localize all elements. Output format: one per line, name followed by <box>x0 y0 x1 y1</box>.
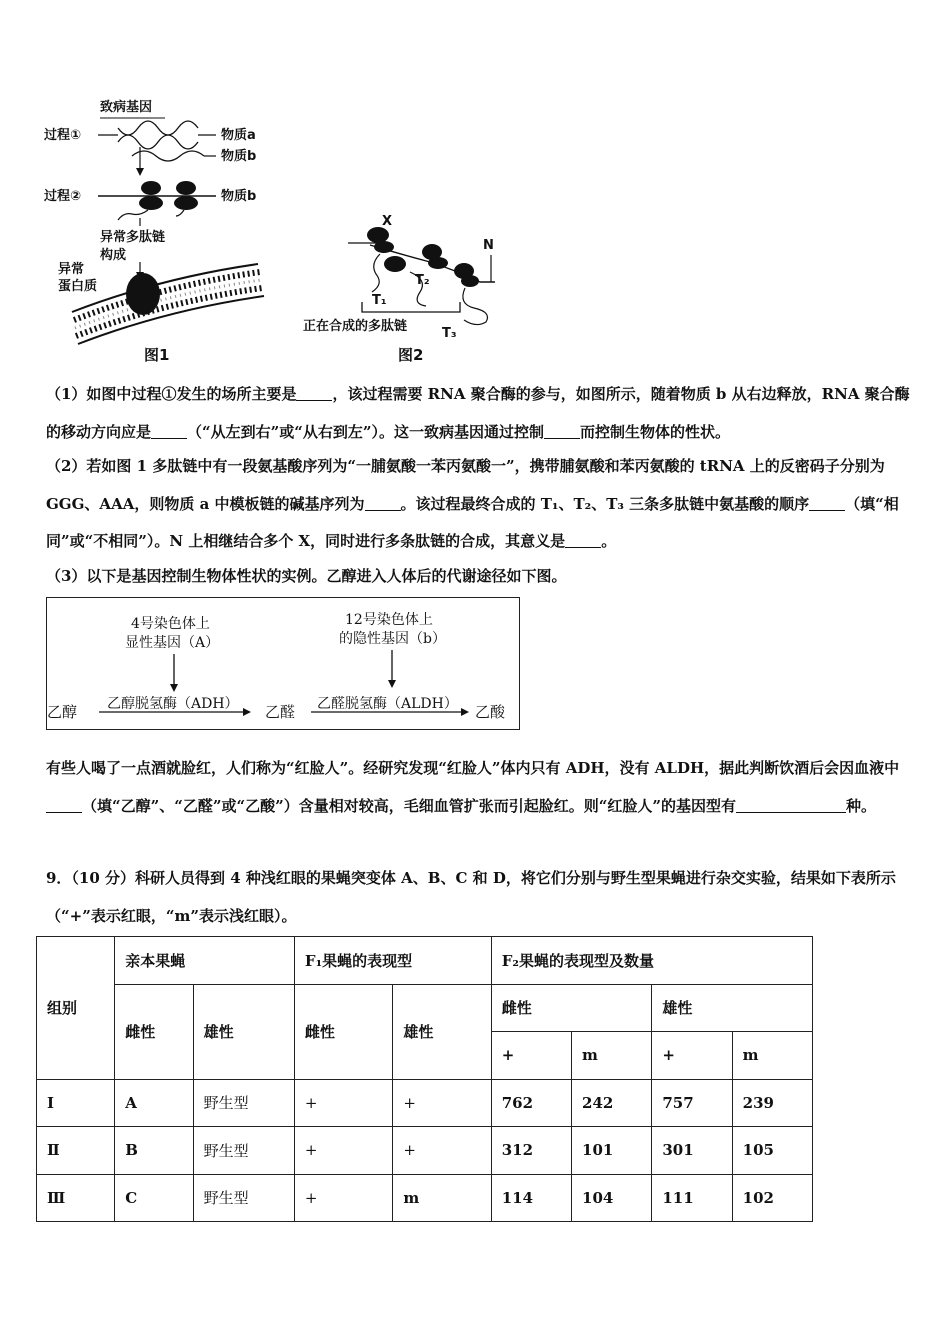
q9-text: 9．（10 分）科研人员得到 4 种浅红眼的果蝇突变体 A、B、C 和 D，将它们分别与野生型果蝇进行杂交实验，结果如下表所示（“+”表示红眼，“m”表示浅红眼）。 <box>46 869 896 925</box>
q1-text-4: 而控制生物体的性状。 <box>580 422 731 441</box>
figures-1-2 <box>40 92 510 372</box>
substance-b-label: 物质b <box>221 149 257 164</box>
ribosome-x <box>367 227 389 243</box>
q1-blank-1[interactable] <box>296 384 332 401</box>
question-2 <box>46 448 921 561</box>
label-t3: T₃ <box>442 326 457 341</box>
q2-text-2: 。该过程最终合成的 T₁、T₂、T₃ 三条多肽链中氨基酸的顺序 <box>400 494 810 513</box>
question-3-intro <box>46 558 921 596</box>
header-f2-female-m: m <box>572 1032 652 1080</box>
header-f1-female: 雌性 <box>294 984 392 1079</box>
cell-f2-male-m: 102 <box>732 1174 812 1222</box>
header-f2-female-plus: + <box>491 1032 571 1080</box>
label-t2: T₂ <box>415 273 430 288</box>
cell-female: C <box>115 1174 193 1222</box>
substance-b2-label: 物质b <box>221 189 257 204</box>
cell-male: 野生型 <box>193 1127 294 1175</box>
cell-f2-female-m: 101 <box>572 1127 652 1175</box>
cell-female: A <box>115 1079 193 1127</box>
gene-label: 致病基因 <box>100 100 153 115</box>
figure-2-caption: 图2 <box>398 346 424 364</box>
figure-1-caption: 图1 <box>144 346 170 364</box>
q1-blank-2[interactable] <box>151 422 187 439</box>
label-t1: T₁ <box>372 293 387 308</box>
q3-intro-text: （3）以下是基因控制生物体性状的实例。乙醇进入人体后的代谢途径如下图。 <box>46 567 567 585</box>
header-f2-male-plus: + <box>652 1032 732 1080</box>
cell-f2-female-plus: 762 <box>491 1079 571 1127</box>
label-n: N <box>483 238 494 253</box>
ethanol-pathway-diagram <box>46 597 520 730</box>
table-row <box>37 1079 813 1127</box>
cell-f2-female-m: 104 <box>572 1174 652 1222</box>
q1-text-1: （1）如图中过程①发生的场所主要是 <box>46 385 297 403</box>
cell-male: 野生型 <box>193 1174 294 1222</box>
header-f2: F₂果蝇的表现型及数量 <box>491 937 812 985</box>
abnormal-protein-shape <box>126 273 160 315</box>
header-f2-female: 雌性 <box>491 984 652 1032</box>
q2-blank-2[interactable] <box>809 494 845 511</box>
figure-2 <box>303 214 495 364</box>
q3-blank-2[interactable] <box>736 796 846 813</box>
cell-f1-female: + <box>294 1127 392 1175</box>
cell-f1-male: + <box>393 1127 491 1175</box>
header-f2-male-m: m <box>732 1032 812 1080</box>
abnormal-protein-label-2: 蛋白质 <box>58 279 98 294</box>
adh-label: 乙醇脱氢酶（ADH） <box>107 696 239 712</box>
header-parent-male: 雄性 <box>193 984 294 1079</box>
cell-male: 野生型 <box>193 1079 294 1127</box>
cell-f1-male: + <box>393 1079 491 1127</box>
cell-group: Ⅰ <box>37 1079 115 1127</box>
q3-text-3: 种。 <box>846 796 877 815</box>
ribosome-2 <box>176 181 196 195</box>
cell-group: Ⅱ <box>37 1127 115 1175</box>
cell-f2-male-plus: 757 <box>652 1079 732 1127</box>
cell-group: Ⅲ <box>37 1174 115 1222</box>
chain-label: 正在合成的多肽链 <box>303 319 408 334</box>
abnormal-protein-label: 异常 <box>58 262 85 277</box>
header-f2-male: 雄性 <box>652 984 813 1032</box>
q1-blank-3[interactable] <box>544 422 580 439</box>
cell-f2-male-m: 239 <box>732 1079 812 1127</box>
gene-b-line-1: 12号染色体上 <box>345 612 433 628</box>
ethanol-label: 乙醇 <box>47 703 78 721</box>
cell-female: B <box>115 1127 193 1175</box>
q2-blank-3[interactable] <box>565 531 601 548</box>
q1-text-2: ，该过程需要 RNA 聚合酶的参与，如图所示，随着物质 b 从右边释放，RNA 聚合酶的移动方向应是 <box>46 385 910 441</box>
cell-f2-male-m: 105 <box>732 1127 812 1175</box>
acetaldehyde-label: 乙醛 <box>265 703 296 721</box>
q2-text-1: （2）若如图 1 多肽链中有一段氨基酸序列为“一脯氨酸一苯丙氨酸一”，携带脯氨酸和苯丙氨酸的 tRNA 上的反密码子分别为 GGG、AAA，则物质 a 中模板链的碱基序列为 <box>46 457 885 513</box>
cell-f2-female-m: 242 <box>572 1079 652 1127</box>
process1-label: 过程① <box>44 128 82 143</box>
header-f1-male: 雄性 <box>393 984 491 1079</box>
header-group: 组别 <box>37 937 115 1080</box>
q3-text-2: （填“乙醇”、“乙醛”或“乙酸”）含量相对较高，毛细血管扩张而引起脸红。则“红脸人”的基因型有 <box>82 796 737 815</box>
table-row <box>37 1127 813 1175</box>
question-3-body <box>46 750 921 825</box>
header-f1: F₁果蝇的表现型 <box>294 937 491 985</box>
abnormal-chain-label: 异常多肽链 <box>100 230 166 245</box>
cell-f2-male-plus: 301 <box>652 1127 732 1175</box>
gene-a-line-1: 4号染色体上 <box>131 616 210 632</box>
ribosome-t1 <box>384 256 406 272</box>
label-x: X <box>382 214 393 229</box>
cell-f2-female-plus: 114 <box>491 1174 571 1222</box>
question-9 <box>46 860 921 935</box>
cell-f1-female: + <box>294 1079 392 1127</box>
q3-text-1: 有些人喝了一点酒就脸红，人们称为“红脸人”。经研究发现“红脸人”体内只有 ADH，没有 ALDH，据此判断饮酒后会因血液中 <box>46 759 900 777</box>
cell-membrane <box>72 264 264 344</box>
q2-text-3: （填“相同”或“不相同”）。N 上相继结合多个 X，同时进行多条肽链的合成，其意义是 <box>46 494 899 550</box>
header-parent-female: 雌性 <box>115 984 193 1079</box>
cell-f2-female-plus: 312 <box>491 1127 571 1175</box>
fruitfly-cross-table <box>36 936 813 1222</box>
abnormal-chain-label-2: 构成 <box>100 248 127 263</box>
q3-blank-1[interactable] <box>46 796 82 813</box>
q2-blank-1[interactable] <box>365 494 401 511</box>
substance-a-label: 物质a <box>221 128 256 143</box>
q1-text-3: （“从左到右”或“从右到左”）。这一致病基因通过控制 <box>187 422 545 441</box>
figure-1 <box>44 99 264 364</box>
cell-f1-male: m <box>393 1174 491 1222</box>
acetic-acid-label: 乙酸 <box>475 703 506 721</box>
cell-f1-female: + <box>294 1174 392 1222</box>
gene-a-line-2: 显性基因（A） <box>125 635 220 651</box>
q2-text-4: 。 <box>601 532 617 550</box>
header-parent: 亲本果蝇 <box>115 937 295 985</box>
gene-b-line-2: 的隐性基因（b） <box>339 631 446 647</box>
question-1 <box>46 376 921 451</box>
process2-label: 过程② <box>44 189 82 204</box>
cell-f2-male-plus: 111 <box>652 1174 732 1222</box>
table-row <box>37 1174 813 1222</box>
ribosome-1 <box>141 181 161 195</box>
aldh-label: 乙醛脱氢酶（ALDH） <box>317 696 458 712</box>
